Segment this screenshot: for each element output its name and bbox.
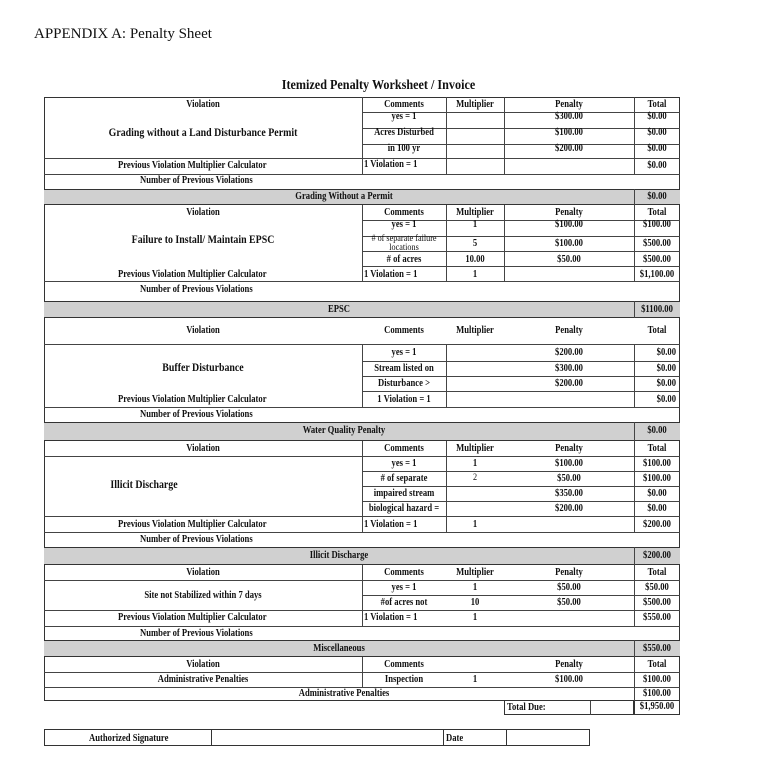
col-header-violation: Violation — [186, 659, 220, 670]
col-header-comments: Comments — [384, 659, 424, 670]
section-name: Grading Without a Permit — [295, 191, 393, 202]
penalty-cell: $50.00 — [557, 473, 581, 484]
multiplier-calc-label: Previous Violation Multiplier Calculator — [118, 160, 267, 171]
total-cell: $550.00 — [643, 612, 671, 623]
col-header-multiplier: Multiplier — [456, 567, 494, 578]
col-header-multiplier: Multiplier — [456, 325, 494, 336]
col-header-violation: Violation — [186, 443, 220, 454]
total-cell: $100.00 — [643, 674, 671, 685]
previous-violations-label: Number of Previous Violations — [140, 409, 253, 420]
total-cell: $500.00 — [643, 597, 671, 608]
penalty-cell: $350.00 — [555, 488, 583, 499]
penalty-cell: $100.00 — [555, 127, 583, 138]
total-cell: $50.00 — [645, 582, 669, 593]
col-header-penalty: Penalty — [555, 443, 583, 454]
comment-cell: yes = 1 — [391, 458, 417, 469]
col-header-multiplier: Multiplier — [456, 443, 494, 454]
worksheet-title: Itemized Penalty Worksheet / Invoice — [281, 77, 476, 92]
section-name: Illicit Discharge — [309, 550, 369, 561]
section-name: Miscellaneous — [313, 643, 365, 654]
date-label: Date — [446, 733, 464, 744]
penalty-cell: $300.00 — [555, 363, 583, 374]
col-header-penalty: Penalty — [555, 567, 583, 578]
violation-name: Administrative Penalties — [157, 674, 249, 685]
penalty-cell: $100.00 — [555, 674, 583, 685]
penalty-cell: $200.00 — [555, 143, 583, 154]
total-cell: $0.00 — [656, 378, 676, 389]
penalty-cell: $100.00 — [555, 219, 583, 230]
multiplier-cell: 5 — [472, 238, 478, 249]
comment-cell: yes = 1 — [391, 111, 417, 122]
comment-cell: yes = 1 — [391, 347, 417, 358]
multiplier-cell: 1 — [472, 269, 478, 280]
signature-field[interactable] — [211, 729, 444, 746]
total-cell: $0.00 — [647, 127, 667, 138]
col-header-total: Total — [647, 567, 667, 578]
multiplier-calc-label: Previous Violation Multiplier Calculator — [118, 394, 267, 405]
section-water-quality — [44, 318, 680, 441]
penalty-cell: $200.00 — [555, 347, 583, 358]
comment-cell: yes = 1 — [391, 219, 417, 230]
multiplier-cell: 1 — [472, 519, 478, 530]
col-header-total: Total — [647, 443, 667, 454]
section-subtotal: $200.00 — [643, 550, 671, 561]
section-subtotal: $0.00 — [647, 191, 667, 202]
violation-name: Illicit Discharge — [110, 479, 178, 491]
comment-cell: Inspection — [384, 674, 424, 685]
total-cell: $1,100.00 — [639, 269, 675, 280]
section-subtotal: $1100.00 — [641, 304, 673, 315]
penalty-cell: $50.00 — [557, 254, 581, 265]
previous-violations-label: Number of Previous Violations — [140, 175, 253, 186]
section-subtotal: $550.00 — [643, 643, 671, 654]
comment-cell: # of acres — [386, 254, 422, 265]
signature-label-box — [44, 729, 212, 746]
appendix-heading: APPENDIX A: Penalty Sheet — [34, 26, 212, 42]
violation-name: Buffer Disturbance — [162, 362, 244, 374]
multiplier-calc-label: Previous Violation Multiplier Calculator — [118, 269, 267, 280]
comment-cell: # of separate — [380, 473, 428, 484]
total-cell: $500.00 — [643, 238, 671, 249]
section-illicit-discharge — [44, 441, 680, 565]
comment-cell: 1 Violation = 1 — [364, 159, 418, 170]
col-header-violation: Violation — [186, 99, 220, 110]
penalty-cell: $100.00 — [555, 458, 583, 469]
previous-violations-label: Number of Previous Violations — [140, 628, 253, 639]
section-name: Water Quality Penalty — [302, 425, 386, 436]
total-cell: $0.00 — [656, 347, 676, 358]
col-header-penalty: Penalty — [555, 207, 583, 218]
col-header-comments: Comments — [384, 207, 424, 218]
penalty-cell: $300.00 — [555, 111, 583, 122]
multiplier-cell: 1 — [472, 458, 478, 469]
col-header-multiplier: Multiplier — [456, 99, 494, 110]
total-cell: $0.00 — [647, 503, 667, 514]
total-cell: $0.00 — [647, 111, 667, 122]
col-header-comments: Comments — [384, 443, 424, 454]
penalty-cell: $50.00 — [557, 582, 581, 593]
multiplier-calc-label: Previous Violation Multiplier Calculator — [118, 519, 267, 530]
comment-cell: 1 Violation = 1 — [364, 269, 418, 280]
total-cell: $0.00 — [656, 363, 676, 374]
violation-name: Failure to Install/ Maintain EPSC — [131, 234, 275, 246]
total-cell: $100.00 — [643, 473, 671, 484]
col-header-comments: Comments — [384, 99, 424, 110]
comment-cell: in 100 yr — [387, 143, 421, 154]
multiplier-calc-label: Previous Violation Multiplier Calculator — [118, 612, 267, 623]
col-header-total: Total — [647, 99, 667, 110]
col-header-violation: Violation — [186, 567, 220, 578]
col-header-penalty: Penalty — [555, 99, 583, 110]
section-subtotal: $0.00 — [647, 425, 667, 436]
total-cell: $100.00 — [643, 458, 671, 469]
comment-cell: Disturbance > — [378, 378, 430, 389]
comment-cell: yes = 1 — [391, 582, 417, 593]
total-cell: $0.00 — [647, 143, 667, 154]
penalty-cell: $50.00 — [557, 597, 581, 608]
total-cell: $0.00 — [647, 160, 667, 171]
section-epsc — [44, 205, 680, 318]
previous-violations-label: Number of Previous Violations — [140, 284, 253, 295]
section-name: EPSC — [328, 304, 350, 315]
total-cell: $0.00 — [647, 488, 667, 499]
total-cell: $0.00 — [656, 394, 676, 405]
comment-cell: #of acres not — [380, 597, 428, 608]
multiplier-cell: 1 — [472, 674, 478, 685]
comment-cell: biological hazard = — [368, 503, 440, 514]
total-cell: $200.00 — [643, 519, 671, 530]
multiplier-cell: 10 — [470, 597, 480, 608]
col-header-total: Total — [647, 325, 667, 336]
total-cell: $500.00 — [643, 254, 671, 265]
signature-label: Authorized Signature — [89, 733, 169, 744]
section-miscellaneous — [44, 565, 680, 657]
violation-name: Grading without a Land Disturbance Permit — [108, 127, 298, 139]
multiplier-cell: 2 — [472, 473, 478, 483]
comment-cell: # of separate failure locations — [371, 234, 437, 253]
col-header-total: Total — [647, 207, 667, 218]
multiplier-cell: 1 — [472, 219, 478, 230]
multiplier-cell: 1 — [472, 582, 478, 593]
multiplier-cell: 10.00 — [465, 254, 485, 265]
date-field[interactable] — [506, 729, 590, 746]
total-due-value: $1,950.00 — [639, 701, 675, 712]
comment-cell: 1 Violation = 1 — [377, 394, 431, 405]
col-header-comments: Comments — [384, 567, 424, 578]
col-header-penalty: Penalty — [555, 325, 583, 336]
previous-violations-label: Number of Previous Violations — [140, 534, 253, 545]
comment-cell: Acres Disturbed — [374, 127, 434, 138]
total-cell: $100.00 — [643, 219, 671, 230]
section-subtotal: $100.00 — [643, 688, 671, 699]
col-header-violation: Violation — [186, 325, 220, 336]
comment-cell: 1 Violation = 1 — [364, 612, 418, 623]
section-name: Administrative Penalties — [298, 688, 390, 699]
date-label-box — [443, 729, 507, 746]
penalty-cell: $100.00 — [555, 238, 583, 249]
comment-cell: impaired stream — [373, 488, 435, 499]
penalty-cell: $200.00 — [555, 378, 583, 389]
col-header-total: Total — [647, 659, 667, 670]
total-due-label: Total Due: — [507, 702, 546, 713]
comment-cell: 1 Violation = 1 — [364, 519, 418, 530]
col-header-penalty: Penalty — [555, 659, 583, 670]
violation-name: Site not Stabilized within 7 days — [144, 590, 262, 601]
penalty-cell: $200.00 — [555, 503, 583, 514]
col-header-comments: Comments — [384, 325, 424, 336]
section-administrative — [44, 657, 680, 701]
multiplier-cell: 1 — [472, 612, 478, 623]
col-header-violation: Violation — [186, 207, 220, 218]
penalty-worksheet — [44, 97, 680, 715]
section-grading — [44, 97, 680, 205]
col-header-multiplier: Multiplier — [456, 207, 494, 218]
comment-cell: Stream listed on — [374, 363, 434, 374]
